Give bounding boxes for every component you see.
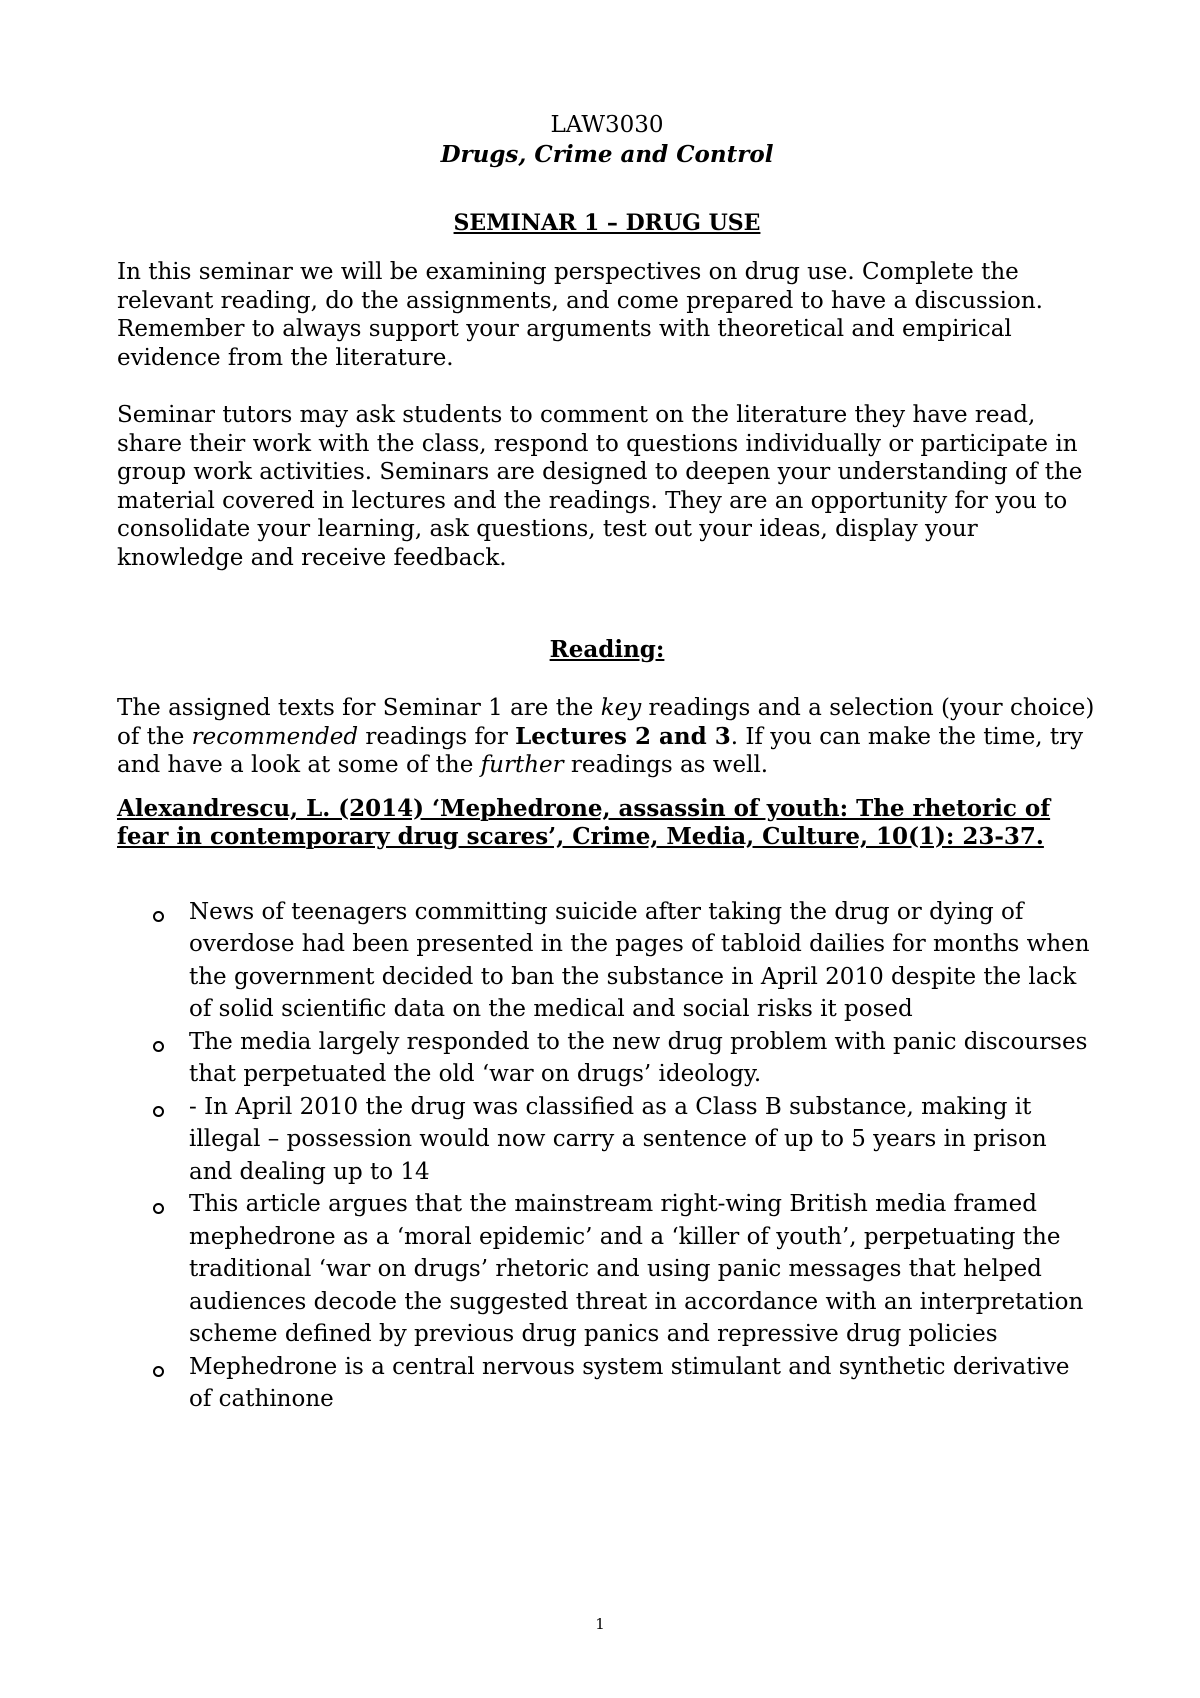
reading-text-further: further — [480, 752, 564, 778]
hollow-circle-bullet-icon — [153, 1203, 164, 1214]
reading-instructions — [117, 694, 1097, 780]
reading-text-3: readings for — [358, 723, 516, 750]
bullet-text: News of teenagers committing suicide after taking the drug or dying of overdose had been presented in the pages of tabloid dailies for months when the government decided to ban the substance in April 2010 despite the lack of solid scientific data on the medical and social risks it posed — [189, 898, 1090, 1022]
bullet-text: Mephedrone is a central nervous system stimulant and synthetic derivative of cathinone — [189, 1353, 1070, 1412]
summary-bullet-list — [117, 896, 1097, 1416]
seminar-title: SEMINAR 1 – DRUG USE — [453, 210, 761, 236]
reading-text-lectures: Lectures 2 and 3 — [515, 722, 731, 750]
reading-text-1: The assigned texts for Seminar 1 are the — [117, 695, 601, 721]
reading-text-2: readings and a selection (your choice) of the — [117, 695, 1095, 750]
list-item — [117, 896, 1097, 1026]
reading-text-5: readings as well. — [563, 752, 769, 778]
list-item — [117, 1026, 1097, 1091]
hollow-circle-bullet-icon — [153, 1106, 164, 1117]
course-code: LAW3030 — [550, 112, 664, 138]
list-item — [117, 1091, 1097, 1189]
hollow-circle-bullet-icon — [153, 1041, 164, 1052]
page-content — [117, 110, 1097, 1416]
page-number: 1 — [595, 1615, 605, 1633]
reading-heading: Reading: — [549, 636, 665, 663]
course-title: Drugs, Crime and Control — [440, 141, 774, 168]
reading-text-4: . If you can make the time, try and have a look at some of the — [117, 723, 1084, 778]
hollow-circle-bullet-icon — [153, 911, 164, 922]
reading-text-recommended: recommended — [191, 723, 359, 750]
hollow-circle-bullet-icon — [153, 1366, 164, 1377]
reading-text-key: key — [600, 695, 642, 721]
list-item — [117, 1351, 1097, 1416]
intro-paragraph-1: In this seminar we will be examining perspectives on drug use. Complete the relevant reading, do the assignments, and come prepared to have a discussion. Remember to always support your arguments with theoretical and empirical evidence from the literature. — [117, 259, 1043, 371]
bullet-text: The media largely responded to the new drug problem with panic discourses that perpetuated the old ‘war on drugs’ ideology. — [189, 1028, 1088, 1087]
list-item — [117, 1188, 1097, 1351]
bullet-text: This article argues that the mainstream right-wing British media framed mephedrone as a ‘moral epidemic’ and a ‘killer of youth’, perpetuating the traditional ‘war on drugs’ rhetoric and using panic messages that helped audiences decode the suggested threat in accordance with an interpretation scheme defined by previous drug panics and repressive drug policies — [189, 1191, 1084, 1347]
intro-paragraph-2: Seminar tutors may ask students to comment on the literature they have read, share their work with the class, respond to questions individually or participate in group work activities. Seminars are designed to deepen your understanding of the material covered in lectures and the readings. They are an opportunity for you to consolidate your learning, ask questions, test out your ideas, display your knowledge and receive feedback. — [117, 402, 1083, 571]
bullet-text: - In April 2010 the drug was classified as a Class B substance, making it illegal – possession would now carry a sentence of up to 5 years in prison and dealing up to 14 — [189, 1093, 1047, 1185]
citation: Alexandrescu, L. (2014) ‘Mephedrone, assassin of youth: The rhetoric of fear in contemporary drug scares’, Crime, Media, Culture, 10(1): 23-37. — [117, 794, 1051, 850]
